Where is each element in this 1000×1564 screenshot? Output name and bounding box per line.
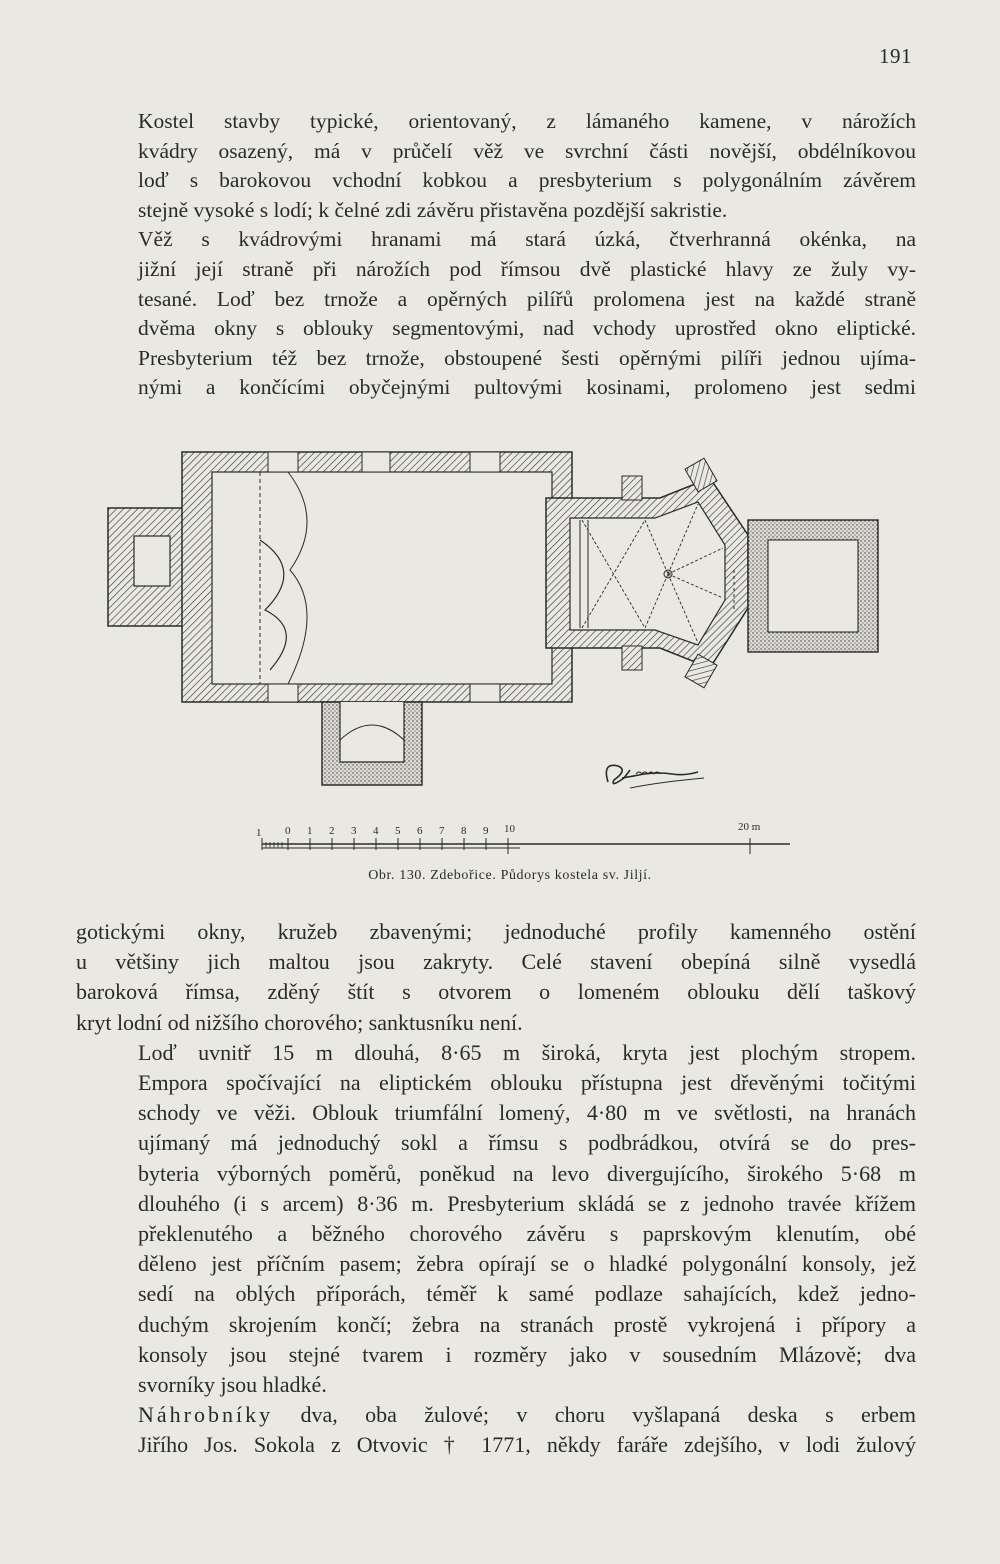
text-line: ujímaný má jednoduchý sokl a římsu s podbrádkou, otvírá se do pres- [138,1130,916,1156]
scale-label: 8 [461,825,467,837]
text-line: jižní její straně při nárožích pod římsou dvě plastické hlavy ze žuly vy- [138,256,916,281]
scale-label: 4 [373,825,379,837]
text-line: konsoly jsou stejné tvarem i rozměry jako v sousedním Mlázově; dva [138,1341,916,1367]
scale-label: 2 [329,825,335,837]
text-line: Loď uvnitř 15 m dlouhá, 8·65 m široká, kryta jest plochým stropem. [138,1039,916,1065]
scale-bar [250,808,810,858]
scale-label: 9 [483,825,489,837]
text-line [76,1400,916,1430]
text-line: Kostel stavby typické, orientovaný, z lámaného kamene, v nárožích [138,109,916,133]
page-number: 191 [879,44,912,68]
text-line: byteria výborných poměrů, poněkud na levo divergujícího, širokého 5·68 m [138,1160,916,1186]
text-line: loď s barokovou vchodní kobkou a presbyterium s polygonálním závěrem [138,168,916,193]
body-text-bottom [76,917,916,1461]
presbytery [546,458,748,688]
text-line: tesané. Loď bez trnože a opěrných pilířů prolomena jest na každé straně [138,286,916,311]
text-line: děleno jest příčním pasem; žebra opírají se o hladké polygonální konsoly, jež [138,1251,916,1277]
text-run: dva, oba žulové; v choru vyšlapaná deska s erbem [273,1402,916,1428]
text-line: Presbyterium též bez trnože, obstoupené šesti opěrnými pilíři jednou ujíma- [138,345,916,370]
text-line: kryt lodní od nižšího chorového; sanktusníku není. [76,1009,523,1035]
nave [182,452,572,702]
text-line: u většiny jich maltou jsou zakryty. Celé stavení obepíná silně vysedlá [76,949,916,975]
text-line: gotickými okny, kružeb zbavenými; jednoduché profily kamenného ostění [76,919,916,944]
text-line: svorníky jsou hladké. [138,1372,327,1398]
text-line: kvádry osazený, má v průčelí věž ve svrchní části novější, obdélníkovou [138,138,916,163]
artist-signature [600,752,710,802]
paragraph [76,1400,916,1460]
paragraph [76,1038,916,1400]
paragraph [76,917,916,1038]
porch [322,702,422,785]
spaced-term: Náhrobníky [138,1402,274,1428]
text-line: stejně vysoké s lodí; k čelné zdi závěru přistavěna pozdější sakristie. [138,197,728,222]
floor-plan-figure [100,440,910,860]
text-line: nými a končícími obyčejnými pultovými kosinami, prolomeno jest sedmi [138,375,916,400]
scale-label: 5 [395,825,401,837]
text-line: sedí na oblých příporách, téměř k samé podlaze sahajících, kdež jedno- [138,1281,916,1307]
scale-label: 6 [417,825,423,837]
text-line: duchým skrojením končí; žebra na stranách prostě vykrojená i přípory a [138,1311,916,1337]
scale-label: 1 [307,825,313,837]
figure-caption: Obr. 130. Zdebořice. Půdorys kostela sv. Jiljí. [368,868,652,883]
text-line: Jiřího Jos. Sokola z Otvovic † 1771, někdy faráře zdejšího, v lodi žulový [138,1432,916,1458]
text-line: dvěma okny s oblouky segmentovými, nad vchody uprostřed okno eliptické. [138,316,916,341]
paragraph [76,107,916,225]
sacristy [734,520,878,652]
body-text-top [76,107,916,403]
scale-label: 10 [504,823,515,835]
text-line: Věž s kvádrovými hranami má stará úzká, čtverhranná okénka, na [138,227,916,252]
scale-label: 1 [256,827,262,839]
text-line: baroková římsa, zděný štít s otvorem o lomeném oblouku dělí taškový [76,979,916,1005]
text-line: překlenutého a běžného chorového závěru s paprskovým klenutím, obé [138,1221,916,1247]
scale-label: 7 [439,825,445,837]
scale-label: 0 [285,825,291,837]
scale-label: 3 [351,825,357,837]
paragraph [76,225,916,403]
text-line: dlouhého (i s arcem) 8·36 m. Presbyterium skládá se z jednoho travée křížem [138,1190,916,1216]
scale-label: 20 m [738,821,761,833]
text-line: schody ve věži. Oblouk triumfální lomený, 4·80 m ve světlosti, na hranách [138,1100,916,1126]
text-line: Empora spočívající na eliptickém oblouku přístupna jest dřevěnými točitými [138,1070,916,1096]
tower [108,508,188,626]
